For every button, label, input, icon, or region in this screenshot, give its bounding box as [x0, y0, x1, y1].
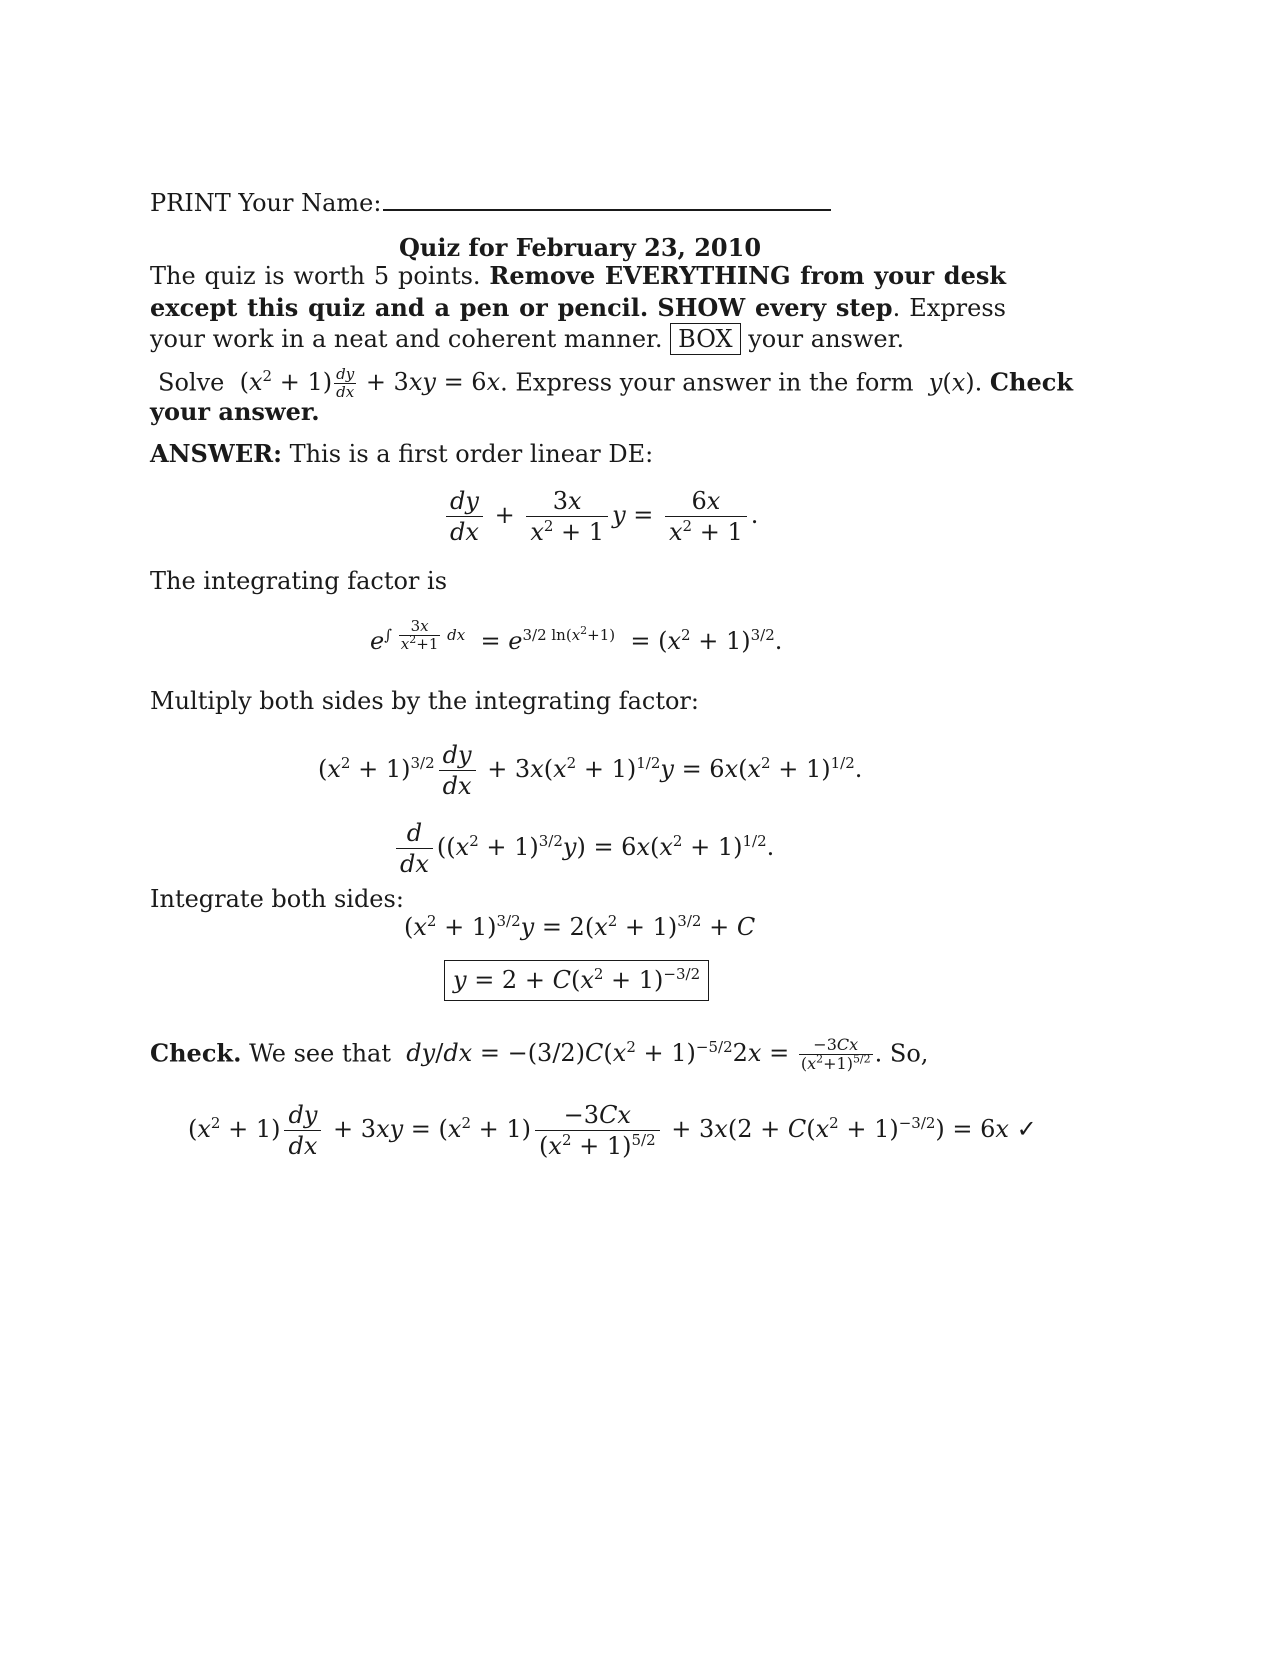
integrate-text: Integrate both sides:: [150, 885, 404, 913]
final-answer-box: $y = 2 + C(x^2 + 1)^{-3/2}$: [444, 960, 709, 1001]
quiz-page: [150, 0, 1073, 1656]
integrating-factor-text: The integrating factor is: [150, 567, 448, 595]
problem-form: y(x): [921, 368, 975, 397]
equation-integrated: $(x^2 + 1)^{3/2}y = 2(x^2 + 1)^{3/2} + C$: [404, 912, 756, 941]
check-line: Check. We see that $dy/dx = -(3/2)C(x^2 + 1)^{-5/2}2x$ = $\frac{-3Cx}{(x^2+1)^{5/2}}$ . So,: [150, 1035, 929, 1074]
answer-intro-text: This is a first order linear DE:: [289, 440, 654, 468]
instructions-answer: your answer.: [748, 325, 905, 353]
problem-express: . Express your answer in the form: [500, 368, 914, 397]
instructions-show: SHOW every step: [657, 293, 893, 322]
quiz-title: Quiz for February 23, 2010: [398, 233, 762, 262]
instructions-neat: . Express your work in a neat and coherent manner.: [150, 294, 1006, 353]
instructions: [150, 260, 1006, 355]
name-blank: [383, 209, 831, 211]
check-label: Check.: [150, 1038, 242, 1068]
box-label: BOX: [670, 323, 740, 355]
equation-check: $(x^2 + 1)$ $\frac{dy}{dx}$ + $3xy = (x^2 + 1)$ $\frac{-3Cx}{(x^2 + 1)^{5/2}}$ + $3x(2 + C(x^2 + 1)^{-3/2}) = 6x$ ✓: [188, 1101, 1037, 1160]
check-so: . So,: [874, 1039, 929, 1068]
name-label: PRINT Your Name:: [150, 189, 382, 217]
answer-intro: [150, 438, 653, 470]
problem-check-2: your answer.: [150, 397, 320, 426]
equation-integrating-factor: $e^{\int \frac{3x}{x^2+1} dx} = e^{3/2 ln(x^2+1)} = (x^2 + 1)^{3/2}$.: [370, 617, 783, 655]
problem-solve: Solve: [158, 368, 225, 397]
instructions-remove: Remove EVERYTHING from your desk except this quiz and a pen or pencil.: [150, 261, 1006, 322]
multiply-text: Multiply both sides by the integrating factor:: [150, 687, 699, 715]
problem-line: Solve $(x^2 + 1)$ $\frac{dy}{dx}$ + 3xy = 6x. Express your answer in the form y(x). Check: [158, 365, 1073, 402]
check-text: We see that: [249, 1039, 392, 1068]
answer-label: ANSWER:: [150, 439, 282, 468]
equation-product-rule: $\frac{d}{dx}$ $((x^2 + 1)^{3/2}y) = 6x(x^2 + 1)^{1/2}$.: [392, 818, 774, 879]
problem-equation: $(x^2 + 1)$ $\frac{dy}{dx}$ + 3xy = 6x: [239, 365, 501, 402]
name-line: [150, 188, 831, 219]
checkmark-icon: ✓: [1016, 1115, 1037, 1143]
instructions-points: The quiz is worth 5 points.: [150, 262, 481, 290]
equation-linear-form: $\frac{dy}{dx}$ + $\frac{3x}{x^2 + 1}$ y = $\frac{6x}{x^2 + 1}$ .: [442, 486, 758, 547]
equation-multiplied: $(x^2 + 1)^{3/2}$ $\frac{dy}{dx}$ + $3x(x^2 + 1)^{1/2}y = 6x(x^2 + 1)^{1/2}$.: [318, 741, 863, 800]
problem-check-1: Check: [989, 367, 1073, 397]
